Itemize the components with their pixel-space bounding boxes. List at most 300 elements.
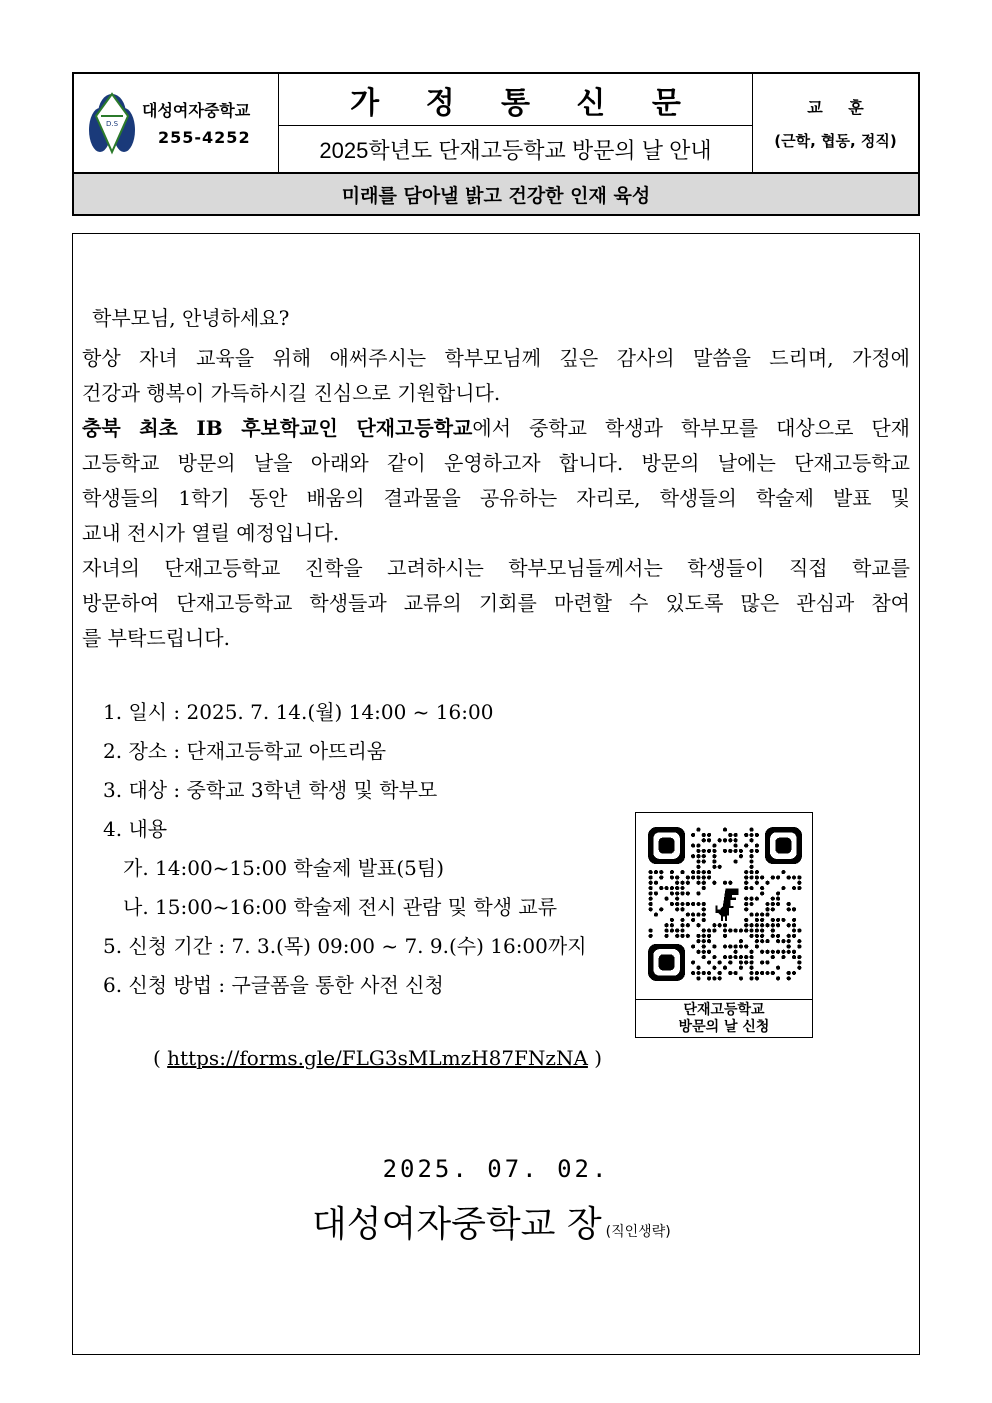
qr-module	[749, 849, 753, 853]
qr-caption-line2: 방문의 날 신청	[678, 1019, 770, 1035]
qr-module	[797, 886, 801, 890]
paragraph-line: 항상 자녀 교육을 위해 애써주시는 학부모님께 깊은 감사의 말씀을 드리며, 가정에	[82, 346, 910, 370]
qr-module	[702, 902, 706, 906]
qr-module	[776, 923, 780, 927]
qr-module	[787, 971, 791, 975]
qr-module	[760, 928, 764, 932]
qr-module	[707, 838, 711, 842]
qr-module	[659, 870, 663, 874]
qr-module	[686, 881, 690, 885]
qr-module	[659, 875, 663, 879]
qr-module	[675, 928, 679, 932]
qr-module	[718, 971, 722, 975]
qr-module	[718, 960, 722, 964]
qr-caption-line1: 단재고등학교	[683, 1002, 765, 1018]
qr-module	[760, 939, 764, 943]
qr-module	[707, 833, 711, 837]
qr-module	[649, 875, 653, 879]
detail-period: 5. 신청 기간 : 7. 3.(목) 09:00 ~ 7. 9.(수) 16:00까지	[103, 934, 587, 958]
paragraph-line: 를 부탁드립니다.	[82, 626, 230, 650]
qr-module	[749, 955, 753, 959]
detail-method: 6. 신청 방법 : 구글폼을 통한 사전 신청	[103, 973, 444, 997]
qr-module	[680, 881, 684, 885]
qr-module	[749, 865, 753, 869]
qr-module	[744, 944, 748, 948]
qr-module	[691, 843, 695, 847]
qr-module	[680, 891, 684, 895]
qr-module	[787, 950, 791, 954]
qr-module	[787, 939, 791, 943]
qr-module	[680, 886, 684, 890]
qr-module	[771, 918, 775, 922]
qr-module	[649, 891, 653, 895]
qr-module	[787, 944, 791, 948]
qr-module	[765, 950, 769, 954]
qr-module	[707, 849, 711, 853]
qr-finder-top-left	[648, 827, 685, 864]
qr-module	[787, 934, 791, 938]
qr-module	[707, 950, 711, 954]
qr-module	[670, 923, 674, 927]
qr-module	[733, 833, 737, 837]
qr-module	[760, 923, 764, 927]
qr-module	[760, 934, 764, 938]
qr-module	[749, 902, 753, 906]
detail-date: 1. 일시 : 2025. 7. 14.(월) 14:00 ~ 16:00	[103, 700, 494, 724]
qr-module	[739, 955, 743, 959]
qr-module	[696, 881, 700, 885]
qr-module	[728, 971, 732, 975]
qr-module	[712, 843, 716, 847]
qr-module	[680, 870, 684, 874]
motto-cell	[753, 74, 918, 172]
qr-module	[702, 939, 706, 943]
qr-module	[765, 923, 769, 927]
qr-module	[664, 897, 668, 901]
qr-module	[707, 875, 711, 879]
qr-module	[670, 875, 674, 879]
qr-module	[691, 833, 695, 837]
qr-module	[718, 865, 722, 869]
qr-module	[728, 838, 732, 842]
form-url-link[interactable]: https://forms.gle/FLG3sMLmzH87FNzNA	[167, 1046, 588, 1070]
qr-module	[755, 928, 759, 932]
qr-module	[702, 934, 706, 938]
qr-module	[744, 875, 748, 879]
qr-module	[723, 955, 727, 959]
qr-module	[691, 902, 695, 906]
qr-module	[797, 939, 801, 943]
greeting: 학부모님, 안녕하세요?	[92, 306, 290, 330]
qr-module	[755, 976, 759, 980]
qr-module	[664, 934, 668, 938]
qr-module	[792, 934, 796, 938]
qr-module	[712, 854, 716, 858]
qr-module	[675, 897, 679, 901]
qr-module	[755, 944, 759, 948]
qr-module	[739, 849, 743, 853]
school-logo	[88, 90, 136, 156]
qr-module	[733, 849, 737, 853]
url-close-paren: )	[587, 1046, 603, 1070]
qr-module	[749, 976, 753, 980]
motto-values: (근학, 협동, 정직)	[774, 132, 897, 150]
qr-module	[776, 891, 780, 895]
title-cell	[279, 74, 753, 126]
qr-module	[702, 849, 706, 853]
qr-module	[776, 897, 780, 901]
qr-module	[707, 939, 711, 943]
qr-module	[771, 897, 775, 901]
paragraph-text: 에서 중학교 학생과 학부모를 대상으로 단재	[472, 416, 910, 440]
qr-module	[733, 971, 737, 975]
qr-module	[680, 918, 684, 922]
qr-module	[760, 950, 764, 954]
qr-module	[696, 912, 700, 916]
qr-module	[707, 976, 711, 980]
qr-module	[675, 891, 679, 895]
qr-module	[702, 971, 706, 975]
qr-module	[771, 950, 775, 954]
qr-module	[680, 934, 684, 938]
qr-module	[787, 902, 791, 906]
qr-module	[744, 833, 748, 837]
header-table	[72, 72, 920, 216]
qr-module	[691, 854, 695, 858]
qr-module	[707, 928, 711, 932]
paragraph-line: 자녀의 단재고등학교 진학을 고려하시는 학부모님들께서는 학생들이 직접 학교를	[82, 556, 910, 580]
principal-title: 대성여자중학교 장	[312, 1204, 602, 1245]
qr-module	[702, 870, 706, 874]
qr-module	[771, 875, 775, 879]
qr-module	[712, 928, 716, 932]
qr-module	[712, 923, 716, 927]
qr-module	[755, 897, 759, 901]
qr-module	[749, 886, 753, 890]
qr-caption	[636, 999, 812, 1036]
qr-module	[755, 875, 759, 879]
qr-module	[718, 838, 722, 842]
qr-module	[675, 902, 679, 906]
detail-target: 3. 대상 : 중학교 3학년 학생 및 학부모	[103, 778, 438, 802]
qr-module	[744, 928, 748, 932]
qr-module	[792, 928, 796, 932]
qr-module	[755, 881, 759, 885]
signature-line	[312, 1196, 671, 1247]
qr-module	[654, 891, 658, 895]
qr-module	[728, 960, 732, 964]
qr-module	[760, 918, 764, 922]
qr-module	[702, 886, 706, 890]
qr-module	[749, 950, 753, 954]
qr-module	[670, 891, 674, 895]
qr-module	[696, 923, 700, 927]
qr-module	[733, 859, 737, 863]
qr-module	[755, 849, 759, 853]
paragraph-line: 교내 전시가 열릴 예정입니다.	[82, 521, 340, 545]
qr-module	[696, 875, 700, 879]
qr-module	[744, 923, 748, 927]
qr-module	[728, 944, 732, 948]
qr-module	[792, 907, 796, 911]
qr-module	[696, 976, 700, 980]
qr-module	[728, 833, 732, 837]
qr-module	[733, 928, 737, 932]
qr-module	[797, 944, 801, 948]
qr-module	[691, 870, 695, 874]
form-url-line	[153, 1046, 602, 1070]
qr-module	[765, 939, 769, 943]
qr-module	[749, 854, 753, 858]
qr-module	[739, 960, 743, 964]
dinosaur-icon	[706, 885, 743, 922]
qr-module	[712, 881, 716, 885]
qr-module	[739, 854, 743, 858]
qr-module	[749, 971, 753, 975]
seal-note: (직인생략)	[605, 1224, 671, 1240]
detail-place: 2. 장소 : 단재고등학교 아뜨리움	[103, 739, 387, 763]
qr-module	[760, 971, 764, 975]
qr-module	[723, 944, 727, 948]
qr-module	[744, 960, 748, 964]
qr-module	[664, 928, 668, 932]
qr-code[interactable]	[648, 827, 802, 981]
qr-module	[749, 870, 753, 874]
qr-module	[649, 928, 653, 932]
qr-module	[787, 923, 791, 927]
qr-module	[760, 912, 764, 916]
qr-module	[686, 891, 690, 895]
qr-module	[771, 971, 775, 975]
qr-module	[702, 859, 706, 863]
detail-content-b: 나. 15:00~16:00 학술제 전시 관람 및 학생 교류	[123, 895, 558, 919]
qr-module	[664, 923, 668, 927]
qr-module	[755, 971, 759, 975]
qr-module	[797, 875, 801, 879]
qr-module	[797, 966, 801, 970]
qr-module	[739, 944, 743, 948]
qr-module	[686, 934, 690, 938]
qr-module	[792, 923, 796, 927]
qr-module	[739, 966, 743, 970]
school-phone: 255-4252	[158, 128, 251, 147]
qr-finder-bottom-left	[648, 944, 685, 981]
qr-module	[712, 955, 716, 959]
qr-module	[712, 966, 716, 970]
qr-module	[787, 976, 791, 980]
qr-module	[696, 891, 700, 895]
qr-module	[691, 875, 695, 879]
qr-module	[702, 854, 706, 858]
qr-module	[696, 966, 700, 970]
qr-module	[744, 955, 748, 959]
qr-module	[739, 939, 743, 943]
qr-module	[749, 838, 753, 842]
qr-module	[776, 966, 780, 970]
qr-module	[760, 886, 764, 890]
qr-module	[718, 923, 722, 927]
qr-module	[744, 907, 748, 911]
qr-module	[680, 907, 684, 911]
qr-module	[744, 897, 748, 901]
qr-module	[744, 843, 748, 847]
qr-module	[733, 950, 737, 954]
qr-module	[723, 923, 727, 927]
qr-module	[755, 833, 759, 837]
qr-module	[749, 960, 753, 964]
qr-module	[765, 902, 769, 906]
qr-module	[755, 923, 759, 927]
qr-module	[649, 934, 653, 938]
qr-module	[654, 912, 658, 916]
qr-module	[771, 928, 775, 932]
qr-module	[675, 886, 679, 890]
qr-module	[670, 870, 674, 874]
qr-module	[691, 912, 695, 916]
qr-module	[686, 912, 690, 916]
qr-module	[702, 838, 706, 842]
qr-module	[707, 960, 711, 964]
qr-module	[755, 939, 759, 943]
qr-module	[755, 918, 759, 922]
qr-module	[781, 918, 785, 922]
qr-finder-top-right	[765, 827, 802, 864]
qr-module	[765, 912, 769, 916]
qr-module	[649, 902, 653, 906]
school-info-cell	[74, 74, 279, 172]
qr-module	[723, 881, 727, 885]
qr-module	[696, 950, 700, 954]
qr-module	[670, 928, 674, 932]
qr-module	[723, 934, 727, 938]
qr-module	[712, 976, 716, 980]
detail-content: 4. 내용	[103, 817, 168, 841]
qr-module	[670, 918, 674, 922]
qr-module	[649, 886, 653, 890]
qr-module	[781, 950, 785, 954]
qr-module	[749, 934, 753, 938]
qr-module	[797, 928, 801, 932]
qr-module	[776, 875, 780, 879]
qr-module	[702, 881, 706, 885]
qr-module	[649, 881, 653, 885]
qr-module	[749, 833, 753, 837]
qr-module	[723, 966, 727, 970]
qr-module	[792, 886, 796, 890]
qr-module	[696, 849, 700, 853]
qr-module	[744, 918, 748, 922]
qr-module	[744, 870, 748, 874]
qr-module	[733, 843, 737, 847]
qr-module	[712, 849, 716, 853]
qr-module	[702, 912, 706, 916]
qr-module	[702, 875, 706, 879]
qr-module	[654, 870, 658, 874]
qr-module	[702, 833, 706, 837]
qr-module	[755, 870, 759, 874]
document-title: 가 정 통 신 문	[350, 85, 699, 121]
qr-module	[749, 875, 753, 879]
qr-module	[733, 838, 737, 842]
qr-box[interactable]	[635, 812, 813, 1038]
qr-module	[781, 886, 785, 890]
qr-module	[771, 902, 775, 906]
qr-module	[749, 897, 753, 901]
qr-module	[654, 881, 658, 885]
issue-date: 2025. 07. 02.	[382, 1155, 610, 1183]
qr-module	[771, 955, 775, 959]
qr-module	[765, 971, 769, 975]
qr-module	[787, 875, 791, 879]
bold-lead: 충북 최초 IB 후보학교인 단재고등학교	[82, 416, 473, 440]
qr-module	[702, 928, 706, 932]
qr-module	[760, 891, 764, 895]
qr-module	[680, 928, 684, 932]
qr-module	[771, 923, 775, 927]
qr-module	[712, 944, 716, 948]
qr-module	[749, 928, 753, 932]
qr-module	[659, 886, 663, 890]
qr-module	[691, 944, 695, 948]
qr-module	[771, 934, 775, 938]
qr-module	[760, 960, 764, 964]
subtitle-cell	[279, 126, 753, 172]
qr-module	[649, 897, 653, 901]
qr-module	[696, 859, 700, 863]
qr-module	[792, 971, 796, 975]
qr-module	[776, 939, 780, 943]
motto-label: 교 훈	[807, 98, 874, 117]
qr-module	[744, 902, 748, 906]
qr-module	[696, 828, 700, 832]
qr-module	[675, 934, 679, 938]
qr-module	[659, 907, 663, 911]
qr-module	[755, 934, 759, 938]
paragraph-line: 방문하여 단재고등학교 학생들과 교류의 기회를 마련할 수 있도록 많은 관심과 참여	[82, 591, 910, 615]
qr-module	[723, 828, 727, 832]
qr-module	[707, 934, 711, 938]
qr-module	[702, 944, 706, 948]
qr-module	[696, 902, 700, 906]
qr-module	[776, 976, 780, 980]
qr-module	[712, 865, 716, 869]
qr-module	[733, 955, 737, 959]
qr-module	[686, 923, 690, 927]
qr-module	[749, 828, 753, 832]
qr-module	[765, 907, 769, 911]
paragraph-line-with-bold-lead	[82, 412, 910, 441]
qr-module	[776, 934, 780, 938]
qr-module	[755, 912, 759, 916]
document-subtitle: 2025학년도 단재고등학교 방문의 날 안내	[319, 137, 712, 163]
qr-module	[771, 907, 775, 911]
qr-module	[781, 870, 785, 874]
qr-module	[728, 881, 732, 885]
qr-module	[686, 875, 690, 879]
qr-module	[670, 886, 674, 890]
paragraph-line: 고등학교 방문의 날을 아래와 같이 운영하고자 합니다. 방문의 날에는 단재고등학교	[82, 451, 910, 475]
qr-module	[781, 955, 785, 959]
qr-module	[728, 928, 732, 932]
detail-content-a: 가. 14:00~15:00 학술제 발표(5팀)	[123, 856, 445, 880]
qr-module	[707, 870, 711, 874]
qr-module	[749, 923, 753, 927]
paragraph-line: 건강과 행복이 가득하시길 진심으로 기원합니다.	[82, 381, 501, 405]
qr-module	[664, 886, 668, 890]
qr-module	[755, 843, 759, 847]
qr-module	[723, 838, 727, 842]
qr-module	[670, 902, 674, 906]
